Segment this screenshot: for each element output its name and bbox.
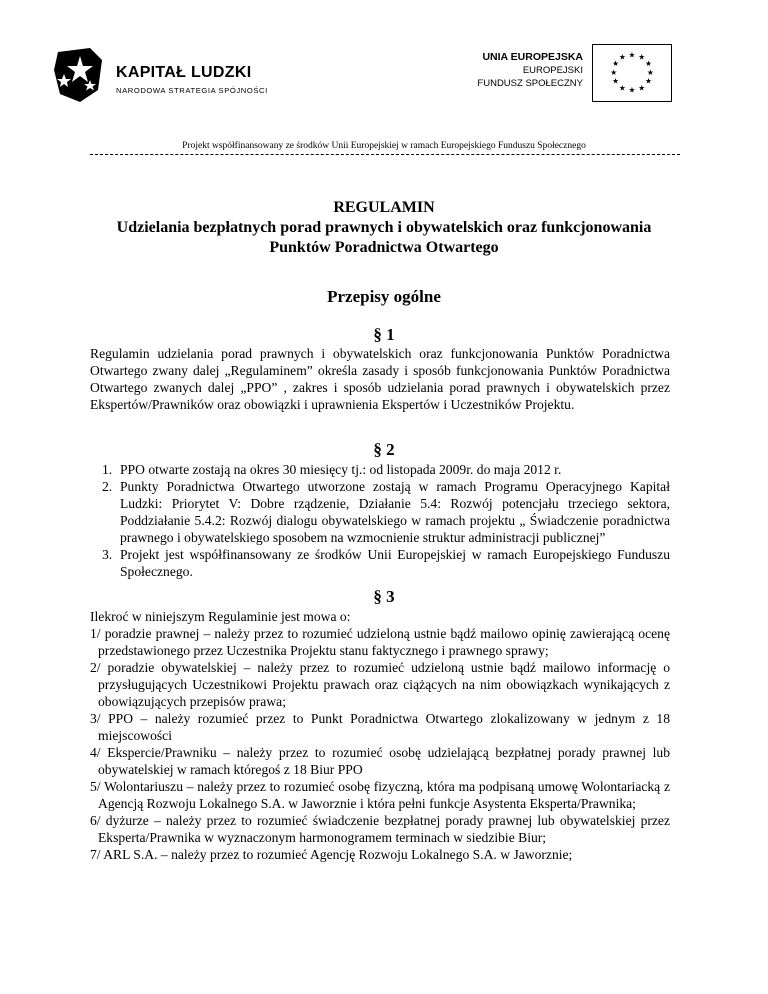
svg-text:★: ★ <box>618 83 626 93</box>
definition-item: 6/ dyżurze – należy przez to rozumieć świadczenie bezpłatnej porady prawnej lub obywatelskiej przez Eksperta/Prawnika w wyznaczonym harmonogramem terminach w siedzibie Biur; <box>90 813 670 845</box>
list-item: 3. Projekt jest współfinansowany ze środków Unii Europejskiej w ramach Europejskiego Funduszu Społecznego. <box>102 547 670 579</box>
list-item: 1. PPO otwarte zostają na okres 30 miesięcy tj.: od listopada 2009r. do maja 2012 r. <box>102 462 562 477</box>
definition-item: 5/ Wolontariuszu – należy przez to rozumieć osobę fizyczną, która ma podpisaną umowę Wolontariacką z Agencją Rozwoju Lokalnego S.A. w Jaworznie i która pełni funkcje Asystenta Eksperta/Prawnika; <box>90 779 670 811</box>
kapital-ludzki-subtitle: NARODOWA STRATEGIA SPÓJNOŚCI <box>116 86 268 95</box>
eu-logo <box>470 44 710 104</box>
paragraph-3-definitions <box>90 608 670 863</box>
svg-text:★: ★ <box>628 50 636 60</box>
svg-text:★: ★ <box>638 83 646 93</box>
eu-line-2: FUNDUSZ SPOŁECZNY <box>477 78 583 89</box>
header-divider <box>90 154 680 155</box>
svg-text:★: ★ <box>612 59 620 69</box>
eu-line-1: EUROPEJSKI <box>522 65 583 76</box>
definition-item: 2/ poradzie obywatelskiej – należy przez to rozumieć udzieloną ustnie bądź mailowo informację o przysługujących Uczestnikowi Projektu prawach oraz ciążących na nim obowiązkach wynikających z obowiązujących przepisów prawa; <box>90 660 670 709</box>
svg-text:★: ★ <box>612 76 620 86</box>
paragraph-3-heading: § 3 <box>373 587 395 606</box>
svg-text:★: ★ <box>610 67 618 77</box>
paragraph-1-text: Regulamin udzielania porad prawnych i obywatelskich oraz funkcjonowania Punktów Poradnictwa Otwartego zwany dalej „Regulaminem” określa zasady i sposób funkcjonowania Punktów Poradnictwa Otwartego zwanych dalej „PPO” , zakres i sposób udzielania porad prawnych i obywatelskich przez Ekspertów/Prawników oraz obowiązki i uprawnienia Ekspertów i Uczestników Projektu. <box>90 346 670 412</box>
cofinancing-note: Projekt współfinansowany ze środków Unii Europejskiej w ramach Europejskiego Funduszu Społecznego <box>182 141 586 151</box>
kapital-ludzki-logo <box>50 40 270 106</box>
paragraph-1-heading: § 1 <box>373 325 395 344</box>
paragraph-2-list <box>100 461 670 580</box>
eu-text <box>477 50 583 90</box>
kapital-ludzki-star-icon <box>50 40 110 106</box>
svg-text:★: ★ <box>638 52 646 62</box>
svg-text:★: ★ <box>646 67 654 77</box>
svg-text:★: ★ <box>628 85 636 95</box>
paragraph-2-heading: § 2 <box>373 440 395 459</box>
section-title: Przepisy ogólne <box>327 287 441 306</box>
definition-item: 7/ ARL S.A. – należy przez to rozumieć Agencję Rozwoju Lokalnego S.A. w Jaworznie; <box>90 847 573 862</box>
svg-text:★: ★ <box>644 76 652 86</box>
svg-text:★: ★ <box>644 59 652 69</box>
paragraph-3-intro: Ilekroć w niniejszym Regulaminie jest mowa o: <box>90 609 351 624</box>
document-title: REGULAMIN <box>333 199 435 216</box>
definition-item: 3/ PPO – należy rozumieć przez to Punkt Poradnictwa Otwartego zlokalizowany w jednym z 18 miejscowości <box>90 711 670 743</box>
list-item: 2. Punkty Poradnictwa Otwartego utworzone zostają w ramach Programu Operacyjnego Kapitał Ludzki: Priorytet V: Dobre rządzenie, Działanie 5.4: Rozwój potencjału trzeciego sektora, Poddziałanie 5.4.2: Rozwój dialogu obywatelskiego w ramach projektu „ Świadczenie poradnictwa prawnego i obywatelskiego sposobem na wzmocnienie struktur administracji publicznej” <box>102 479 670 545</box>
document-subtitle: Udzielania bezpłatnych porad prawnych i obywatelskich oraz funkcjonowania Punktów Poradnictwa Otwartego <box>116 219 652 256</box>
kapital-ludzki-title: KAPITAŁ LUDZKI <box>116 64 252 81</box>
svg-text:★: ★ <box>618 52 626 62</box>
eu-title: UNIA EUROPEJSKA <box>482 51 583 63</box>
eu-flag-icon <box>592 44 672 102</box>
definition-item: 1/ poradzie prawnej – należy przez to rozumieć udzieloną ustnie bądź mailowo opinię zawierającą ocenę przedstawionego przez Uczestnika Projektu stanu faktycznego i prawnego sprawy; <box>90 626 670 658</box>
definition-item: 4/ Ekspercie/Prawniku – należy przez to rozumieć osobę udzielającą bezpłatnej porady prawnej lub obywatelskiej w ramach któregoś z 18 Biur PPO <box>90 745 670 777</box>
